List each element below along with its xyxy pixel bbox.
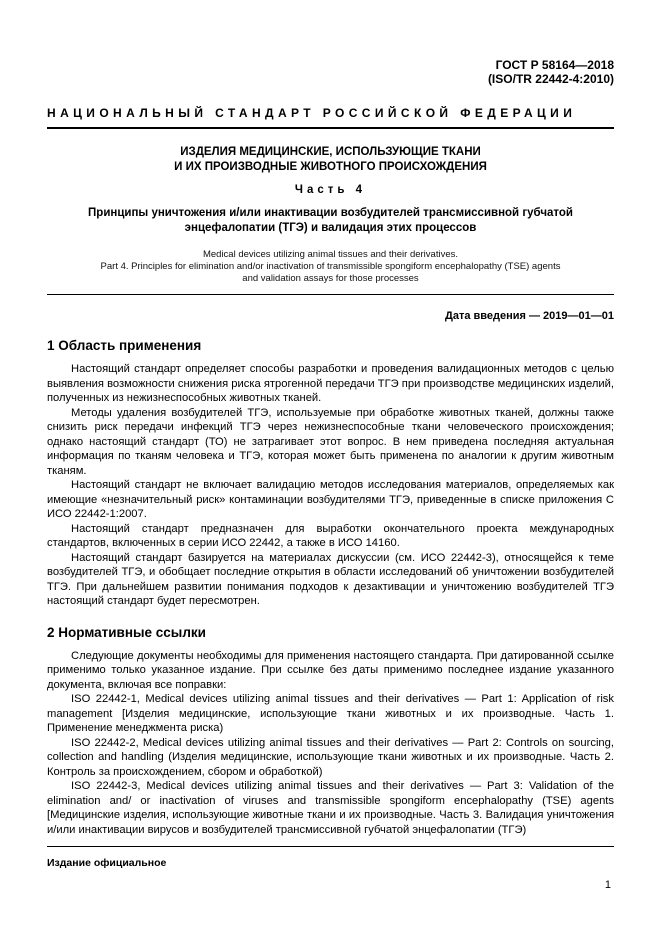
standard-type-banner: НАЦИОНАЛЬНЫЙ СТАНДАРТ РОССИЙСКОЙ ФЕДЕРАЦИИ bbox=[47, 106, 577, 120]
title-ru-line2: И ИХ ПРОИЗВОДНЫЕ ЖИВОТНОГО ПРОИСХОЖДЕНИЯ bbox=[174, 161, 487, 173]
document-title-en bbox=[47, 249, 614, 285]
footer-divider bbox=[47, 846, 614, 847]
section-2-reference-iso-22442-1: ISO 22442-1, Medical devices utilizing animal tissues and their derivatives — Part 1: Application of risk management [Изделия медицинские, использующие ткани животных и их производные. Часть 1. Применение менеджмента риска) bbox=[47, 693, 614, 734]
section-2-reference-iso-22442-2: ISO 22442-2, Medical devices utilizing animal tissues and their derivatives — Part 2: Controls on sourcing, collection and handling (Изделия медицинские, использующие ткани животных и их производные. Часть 2. Контроль за происхождением, сбором и обработкой) bbox=[47, 736, 614, 778]
title-ru-line1: ИЗДЕЛИЯ МЕДИЦИНСКИЕ, ИСПОЛЬЗУЮЩИЕ ТКАНИ bbox=[180, 146, 481, 158]
section-1-paragraph-3: Настоящий стандарт не включает валидацию методов исследования материалов, определяемых как имеющие «незначительный риск» контаминации возбудителями ТГЭ, приведенные в списке приложения С ИСО 22442-1:2007. bbox=[47, 479, 614, 520]
page-number: 1 bbox=[604, 879, 611, 891]
iso-reference: (ISO/TR 22442-4:2010) bbox=[487, 72, 614, 86]
section-2-heading: 2 Нормативные ссылки bbox=[47, 624, 206, 640]
doc-code-block bbox=[47, 58, 614, 86]
part-label: Часть 4 bbox=[294, 184, 367, 196]
title-en-line2: Part 4. Principles for elimination and/or inactivation of transmissible spongiform encephalopathy (TSE) agents bbox=[100, 261, 561, 272]
document-subtitle: Принципы уничтожения и/или инактивации возбудителей трансмиссивной губчатой энцефалопатии (ТГЭ) и валидация этих процессов bbox=[88, 207, 573, 234]
section-2-paragraph-1: Следующие документы необходимы для применения настоящего стандарта. При датированной ссылке применимо только указанное издание. При ссылке без даты применимо последнее издание указанного документа, включая все поправки: bbox=[47, 649, 614, 691]
section-1-paragraph-2: Методы удаления возбудителей ТГЭ, используемые при обработке животных тканей, должны также снизить риск передачи инфекций ТГЭ через нежизнеспособные ткани человеческого происхождения; однако настоящий стандарт (ТО) не затрагивает этот вопрос. В нем приведена последняя актуальная информация по тканям человека и ТГЭ, которая может быть применена по аналогии к другим животным тканям. bbox=[47, 406, 614, 477]
section-1-heading: 1 Область применения bbox=[47, 338, 202, 353]
section-1-paragraph-4: Настоящий стандарт предназначен для выработки окончательного проекта международных стандартов, включенных в серии ИСО 22442, а также в ИСО 14160. bbox=[47, 522, 614, 549]
gost-number: ГОСТ Р 58164—2018 bbox=[495, 58, 614, 72]
title-en-line1: Medical devices utilizing animal tissues and their derivatives. bbox=[202, 249, 459, 260]
section-1-paragraph-5: Настоящий стандарт базируется на материалах дискуссии (см. ИСО 22442-3), относящейся к теме возбудителей ТГЭ, и обобщает последние открытия в области исследований об уничтожении возбудителей ТГЭ. При дальнейшем развитии понимания подходов к дезактивации и уничтожению возбудителей ТГЭ настоящий стандарт будет пересмотрен. bbox=[47, 551, 614, 607]
title-en-line3: and validation assays for those processes bbox=[242, 273, 419, 284]
title-divider bbox=[47, 294, 614, 295]
effective-date: Дата введения — 2019—01—01 bbox=[445, 310, 614, 322]
section-2-reference-iso-22442-3: ISO 22442-3, Medical devices utilizing animal tissues and their derivatives — Part 3: Validation of the elimination and/ or inactivation of viruses and transmissible spongiform encephalopathy (TSE) agents [Медицинские изделия, использующие животные ткани и их производные. Часть 3. Валидация уничтожения и/или инактивации вирусов и возбудителей трансмиссивной губчатой энцефалопатии (ТГЭ) bbox=[47, 780, 614, 836]
document-title-ru bbox=[47, 145, 614, 175]
official-edition-label: Издание официальное bbox=[47, 857, 167, 869]
header-divider bbox=[47, 127, 614, 129]
section-1-paragraph-1: Настоящий стандарт определяет способы разработки и проведения валидационных методов с целью выявления возможности снижения риска ятрогенной передачи ТГЭ при производстве медицинских изделий, полученных из нежизнеспособных животных тканей. bbox=[47, 363, 614, 404]
